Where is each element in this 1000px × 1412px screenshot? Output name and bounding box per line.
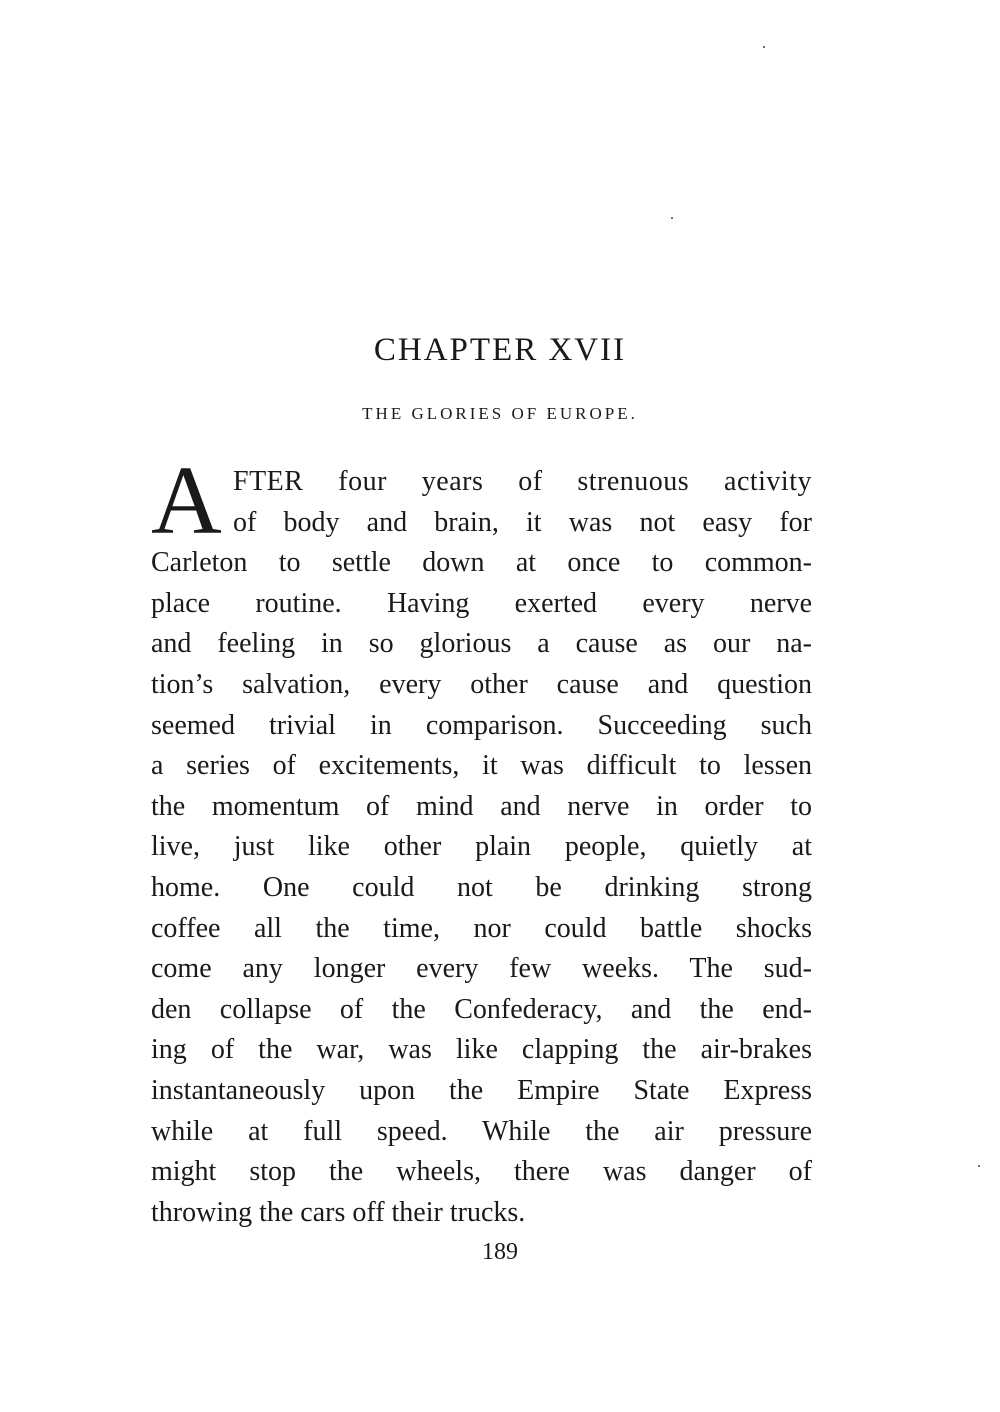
body-line: place routine. Having exerted every nerve [151,587,812,619]
body-line: instantaneously upon the Empire State Express [151,1074,812,1106]
body-line: live, just like other plain people, quietly at [151,831,812,863]
body-line: and feeling in so glorious a cause as our na- [151,628,812,660]
body-line: a series of excitements, it was difficult to lessen [151,750,812,782]
body-line: come any longer every few weeks. The sud- [151,953,812,985]
body-line: might stop the wheels, there was danger of [151,1156,812,1188]
chapter-body [151,447,812,1233]
body-line: den collapse of the Confederacy, and the end- [151,993,812,1025]
body-line: tion’s salvation, every other cause and question [151,668,812,700]
body-line: throwing the cars off their trucks. [151,1196,526,1228]
body-line: Carleton to settle down at once to common- [151,547,812,579]
body-line: while at full speed. While the air pressure [151,1115,812,1147]
drop-cap-box [151,447,223,555]
page-number: 189 [482,1239,518,1265]
body-line: the momentum of mind and nerve in order to [151,790,812,822]
scan-speck [763,46,765,48]
body-line: of body and brain, it was not easy for [233,506,812,538]
body-line: seemed trivial in comparison. Succeeding such [151,709,812,741]
body-line: home. One could not be drinking strong [151,871,812,903]
chapter-subtitle: THE GLORIES OF EUROPE. [362,404,638,423]
drop-cap: A [151,447,222,555]
body-line: FTER four years of strenuous activity [233,466,812,497]
body-line: ing of the war, was like clapping the air-brakes [151,1034,812,1066]
chapter-title: CHAPTER XVII [373,332,627,368]
scan-speck [978,1165,980,1167]
scan-speck [671,217,673,219]
body-line: coffee all the time, nor could battle shocks [151,912,812,944]
